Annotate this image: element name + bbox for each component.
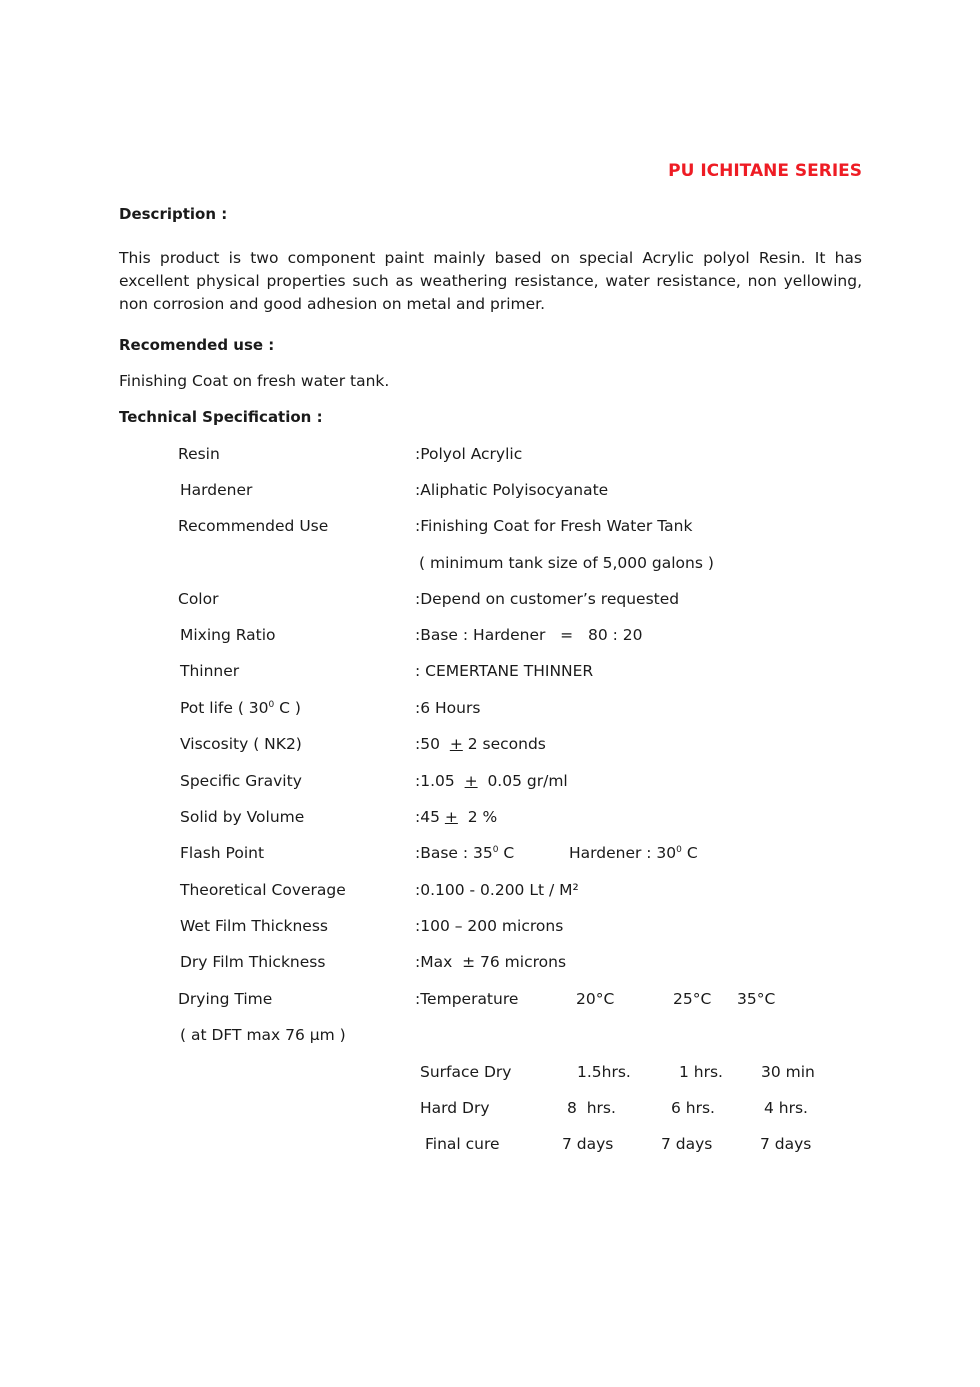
solid-value [415,808,497,826]
hard-dry-35: 4 hrs. [764,1099,808,1117]
thinner-value: : CEMERTANE THINNER [415,662,594,680]
flash-hardener-unit: C [681,844,698,862]
pot-life-label [180,699,301,717]
final-cure-35: 7 days [760,1135,812,1153]
temperature-label: :Temperature [415,990,519,1008]
spec-heading: Technical Specification : [119,408,323,426]
pot-life-label-text: Pot life ( 30 [180,699,269,717]
temp-25: 25°C [673,990,712,1008]
wet-film-label: Wet Film Thickness [180,917,328,935]
wet-film-value: :100 – 200 microns [415,917,564,935]
coverage-value: :0.100 - 0.200 Lt / M² [415,881,579,899]
coverage-label: Theoretical Coverage [180,881,346,899]
hard-dry-25: 6 hrs. [671,1099,715,1117]
surface-dry-20: 1.5hrs. [577,1063,631,1081]
mixing-label: Mixing Ratio [180,626,276,644]
degree-superscript: 0 [268,700,275,710]
gravity-value [415,772,568,790]
gravity-value-text: :1.05 [415,772,465,790]
use-value: :Finishing Coat for Fresh Water Tank [415,517,693,535]
solid-tolerance: 2 % [457,808,498,826]
resin-value: :Polyol Acrylic [415,445,523,463]
resin-label: Resin [178,445,220,463]
flash-base-text: :Base : 35 [415,844,493,862]
flash-base-unit: C [498,844,515,862]
page-title: PU ICHITANE SERIES [668,161,862,181]
hard-dry-label: Hard Dry [420,1099,490,1117]
temp-20: 20°C [576,990,615,1008]
recommended-text: Finishing Coat on fresh water tank. [119,372,390,390]
color-value: :Depend on customer’s requested [415,590,680,608]
dry-film-label: Dry Film Thickness [180,953,326,971]
plus-minus-glyph: + [449,735,463,753]
use-note: ( minimum tank size of 5,000 galons ) [419,554,714,572]
gravity-tolerance: 0.05 gr/ml [477,772,568,790]
description-text: This product is two component paint mainly based on special Acrylic polyol Resin. It has excellent physical properties such as weathering resistance, water resistance, non yellowing, non corrosion and good adhesion on metal and primer. [119,249,862,313]
flash-hardener-text: Hardener : 30 [569,844,677,862]
recommended-heading: Recomended use : [119,336,275,354]
color-label: Color [178,590,219,608]
plus-minus-glyph: + [464,772,478,790]
description-heading: Description : [119,205,228,223]
degree-superscript: 0 [492,845,499,855]
viscosity-value [415,735,546,753]
final-cure-25: 7 days [661,1135,713,1153]
final-cure-20: 7 days [562,1135,614,1153]
solid-label: Solid by Volume [180,808,305,826]
pot-life-label-unit: C ) [274,699,301,717]
drying-sublabel: ( at DFT max 76 µm ) [180,1026,346,1044]
flash-label: Flash Point [180,844,265,862]
temp-35: 35°C [737,990,776,1008]
flash-hardener-value [569,844,698,862]
gravity-label: Specific Gravity [180,772,302,790]
surface-dry-35: 30 min [761,1063,815,1081]
hardener-label: Hardener [180,481,253,499]
surface-dry-label: Surface Dry [420,1063,512,1081]
dry-film-value: :Max ± 76 microns [415,953,567,971]
viscosity-tolerance: 2 seconds [462,735,546,753]
viscosity-value-text: :50 [415,735,450,753]
thinner-label: Thinner [180,662,240,680]
plus-minus-glyph: + [444,808,458,826]
viscosity-label: Viscosity ( NK2) [180,735,302,753]
use-label: Recommended Use [178,517,329,535]
drying-label: Drying Time [178,990,273,1008]
solid-value-text: :45 [415,808,445,826]
hardener-value: :Aliphatic Polyisocyanate [415,481,609,499]
flash-base-value [415,844,514,862]
pot-life-value: :6 Hours [415,699,481,717]
mixing-value: :Base : Hardener = 80 : 20 [415,626,643,644]
hard-dry-20: 8 hrs. [567,1099,616,1117]
final-cure-label: Final cure [425,1135,500,1153]
surface-dry-25: 1 hrs. [679,1063,723,1081]
degree-superscript: 0 [676,845,682,855]
